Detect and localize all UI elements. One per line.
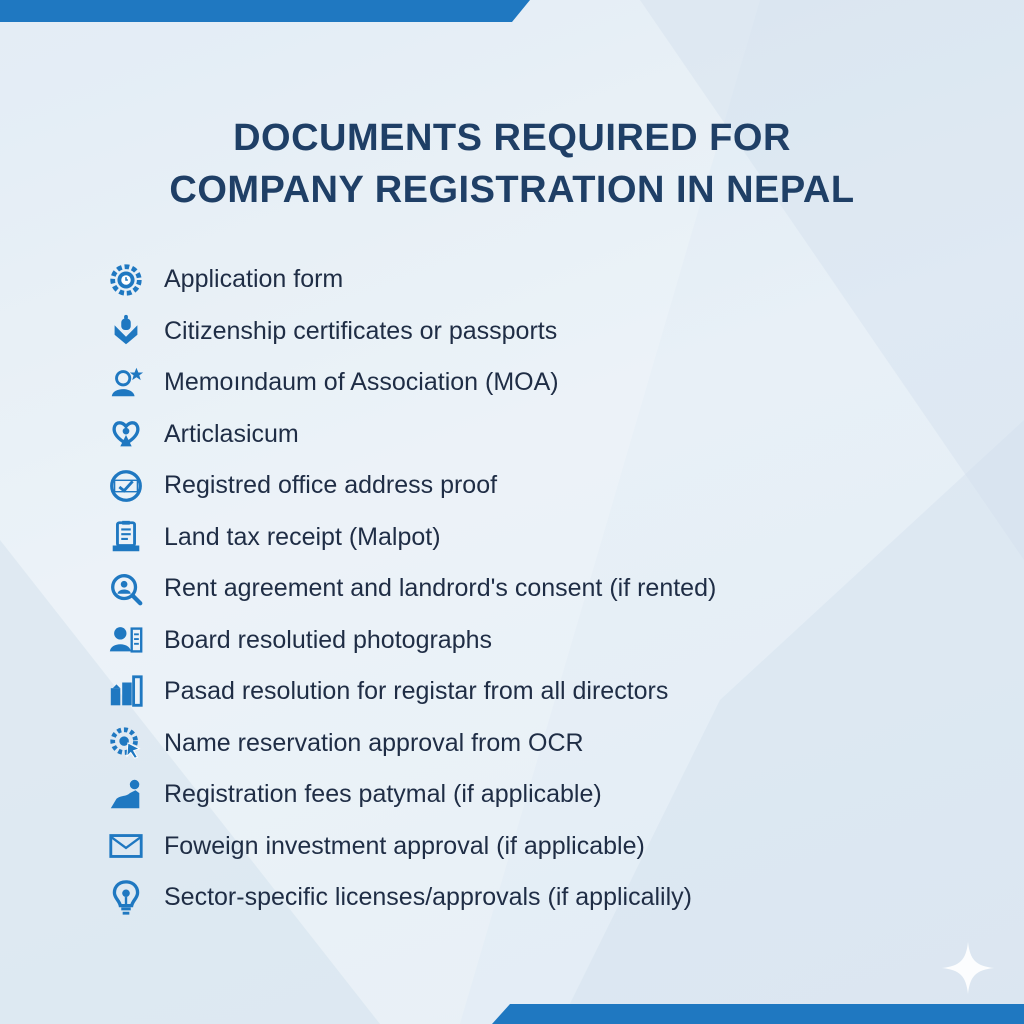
- item-label: Registred office address proof: [164, 471, 498, 500]
- folders-icon: [104, 670, 148, 714]
- page-title: [0, 112, 1024, 216]
- check-badge-icon: [104, 464, 148, 508]
- title-line-2: COMPANY REGISTRATION IN NEPAL: [169, 169, 855, 211]
- group-people-icon: [104, 412, 148, 456]
- item-label: Foweign investment approval (if applicable): [164, 831, 645, 860]
- item-label: Rent agreement and landrord's consent (if rented): [164, 574, 717, 603]
- top-accent-bar: [0, 0, 530, 22]
- gear-cursor-icon: [104, 721, 148, 765]
- list-item-rent-agreement: [104, 563, 964, 615]
- list-item-sector-licenses: [104, 872, 964, 924]
- item-label: Registration fees patymal (if applicable): [164, 780, 602, 809]
- title-line-1: DOCUMENTS REQUIRED FOR: [233, 117, 791, 159]
- list-item-articles: [104, 409, 964, 461]
- item-label: Name reservation approval from OCR: [164, 728, 584, 757]
- list-item-foreign-investment: [104, 821, 964, 873]
- lightbulb-icon: [104, 876, 148, 920]
- sparkle-icon: [940, 940, 996, 996]
- list-item-office-address: [104, 460, 964, 512]
- receipt-icon: [104, 515, 148, 559]
- documents-list: [104, 254, 964, 924]
- shield-hand-icon: [104, 309, 148, 353]
- payment-hand-icon: [104, 773, 148, 817]
- list-item-citizenship: [104, 306, 964, 358]
- item-label: Board resolutied photographs: [164, 625, 493, 654]
- list-item-board-resolution: [104, 615, 964, 667]
- item-label: Articlasicum: [164, 419, 299, 448]
- envelope-icon: [104, 824, 148, 868]
- list-item-registration-fees: [104, 769, 964, 821]
- gear-clock-icon: [104, 258, 148, 302]
- item-label: Sector-specific licenses/approvals (if applicalily): [164, 883, 692, 912]
- list-item-moa: [104, 357, 964, 409]
- item-label: Application form: [164, 265, 344, 294]
- person-document-icon: [104, 618, 148, 662]
- search-person-icon: [104, 567, 148, 611]
- bottom-accent-bar: [492, 1004, 1024, 1024]
- list-item-application-form: [104, 254, 964, 306]
- item-label: Citizenship certificates or passports: [164, 316, 558, 345]
- list-item-directors-resolution: [104, 666, 964, 718]
- list-item-land-tax: [104, 512, 964, 564]
- item-label: Memoındaum of Association (MOA): [164, 368, 559, 397]
- list-item-name-reservation: [104, 718, 964, 770]
- person-star-icon: [104, 361, 148, 405]
- item-label: Pasad resolution for registar from all directors: [164, 677, 669, 706]
- item-label: Land tax receipt (Malpot): [164, 522, 441, 551]
